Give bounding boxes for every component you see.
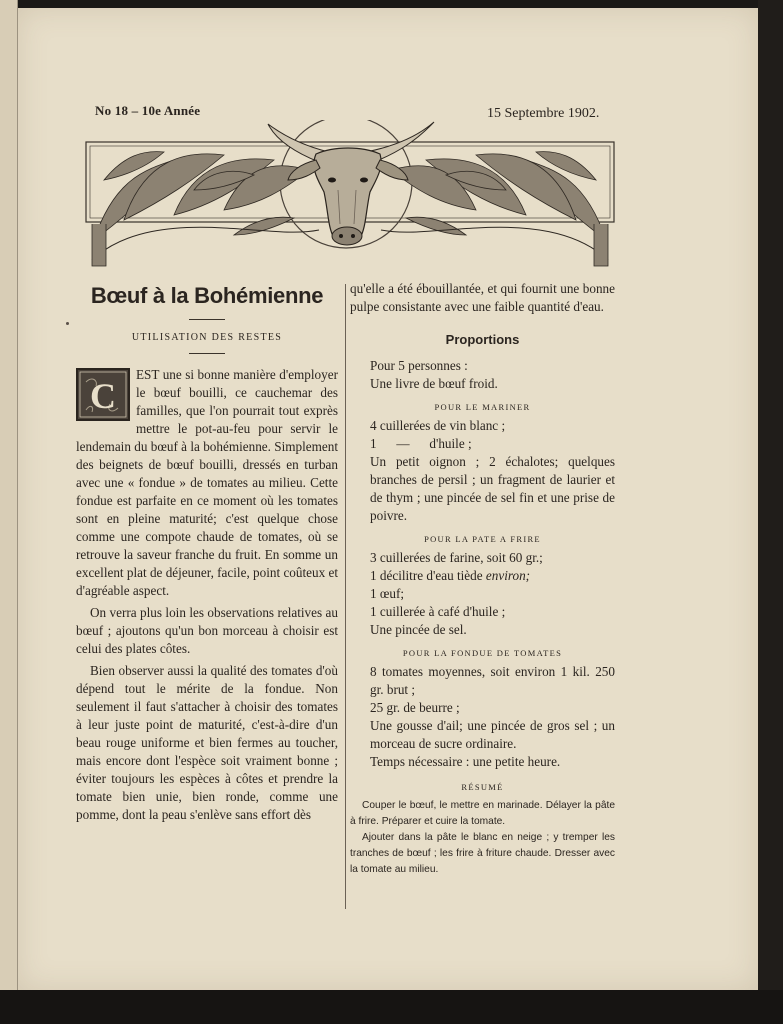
ingredient-line: 25 gr. de beurre ; [370,700,460,715]
article-title: Bœuf à la Bohémienne [90,283,324,308]
resume-paragraph: Couper le bœuf, le mettre en marinade. Délayer la pâte à frire. Préparer et cuire la tomate. [350,800,615,827]
ingredient-emphasis: environ; [485,568,531,583]
left-column [76,280,338,824]
paragraph-text: EST une si bonne manière d'employer le bœuf bouilli, ce cauchemar des familles, que l'on pourrait tout exprès mettre le pot-au-feu pour servir le lendemain du bœuf à la bohémienne. Simplement des beignets de bœuf bouilli, dressés en turban avec une « fondue » de tomates au milieu. Cette fondue est parfaite en ce moment où les tomates sont en pleine maturité; c'est quelque chose comme une compote chaude de tomates, où se retrouve la saveur franche du fruit. En somme un excellent plat de déjeuner, facile, point coûteux et d'agréable aspect. [76,367,339,598]
ingredient-text: Une gousse d'ail; une pincée de gros sel ; un morceau de sucre ordinaire. [370,718,615,751]
ingredient-text: Un petit oignon ; 2 échalotes; quelques branches de persil ; un fragment de laurier et de thym ; une pincée de sel fin et une prise de poivre. [370,454,615,523]
article-paragraph: On verra plus loin les observations relatives au bœuf ; ajoutons qu'un bon morceau à choisir est celui des plates côtes. [76,605,338,656]
article-continuation: qu'elle a été ébouillantée, et qui fournit une bonne pulpe consistante avec une faible quantité d'eau. [350,281,615,314]
article-paragraph [76,366,338,600]
ingredient-line: Une pincée de sel. [370,622,467,637]
ingredient-text: 8 tomates moyennes, soit environ 1 kil. 250 gr. brut ; [370,664,615,697]
dropcap-ornament [76,368,130,421]
proportions-line: Pour 5 personnes : [370,358,468,373]
ingredient-line: 1 — d'huile ; [370,436,472,451]
margin-speck [66,322,69,325]
ox-head-foliage-vignette-icon [84,120,616,270]
ingredient-text: 1 décilitre d'eau tiède [370,568,486,583]
right-column [350,280,615,878]
book-spine [0,0,18,1000]
proportions-heading: Proportions [445,332,520,347]
scan-edge [758,0,783,1024]
ingredient-line [350,567,615,585]
resume-block [350,798,615,878]
column-divider [345,284,346,909]
ingredient-line: 1 cuillerée à café d'huile ; [370,604,506,619]
scan-bottom-edge [0,990,783,1024]
article-paragraph: Bien observer aussi la qualité des tomates d'où dépend tout le mérite de la fondue. Non seulement il faut s'attacher à choisir des tomates à leur juste point de maturité, c'est-à-dire d'un beau rouge uniforme et bien fermes au toucher, mais encore dont l'espèce soit vraiment bonne ; éviter toujours les espèces à côtes et prendre la tomate bien unie, bien ronde, comme une pomme, dont la peau s'enlève sans effort dès [76,663,338,822]
ornate-letter-icon [78,370,128,419]
title-rule [189,319,225,320]
article-subtitle: UTILISATION DES RESTES [131,332,283,343]
fondue-heading: POUR LA FONDUE DE TOMATES [402,648,563,658]
batter-heading: POUR LA PATE A FRIRE [424,534,541,544]
subtitle-rule [189,353,225,354]
ingredient-line: 3 cuillerées de farine, soit 60 gr.; [370,550,543,565]
issue-date: 15 Septembre 1902. [487,106,600,121]
issue-number: No 18 – 10e Année [95,103,201,118]
proportions-line: Une livre de bœuf froid. [370,376,498,391]
ingredient-line: 4 cuillerées de vin blanc ; [370,418,506,433]
ingredient-line: 1 œuf; [370,586,405,601]
marinade-heading: POUR LE MARINER [434,402,531,412]
resume-paragraph: Ajouter dans la pâte le blanc en neige ; y tremper les tranches de bœuf ; les frire à friture chaude. Dresser avec la tomate au milieu. [350,832,615,875]
svg-text:C: C [90,376,116,416]
ingredient-line: Temps nécessaire : une petite heure. [370,754,561,769]
resume-heading: RÉSUMÉ [461,782,504,792]
